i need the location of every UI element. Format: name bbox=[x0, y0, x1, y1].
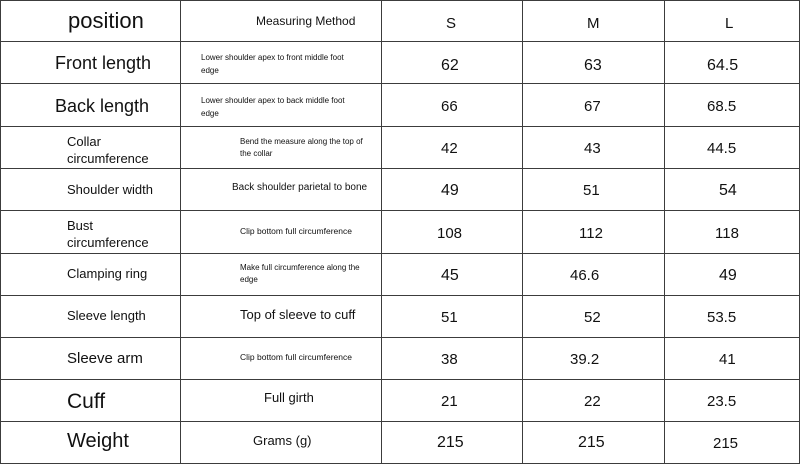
header-size-s: S bbox=[446, 15, 457, 32]
row-value-m: 43 bbox=[584, 140, 601, 157]
row-value-m: 52 bbox=[584, 309, 601, 326]
row-value-s: 38 bbox=[441, 351, 458, 368]
row-method: Bend the measure along the top of the collar bbox=[240, 137, 363, 158]
row-value-s: 108 bbox=[437, 225, 463, 242]
row-method: Back shoulder parietal to bone bbox=[232, 182, 368, 193]
row-value-s: 45 bbox=[441, 267, 459, 284]
table-border bbox=[180, 0, 181, 464]
row-method: Lower shoulder apex to front middle foot edge bbox=[201, 53, 344, 75]
row-name: Collar circumference bbox=[67, 134, 149, 166]
row-value-l: 54 bbox=[719, 182, 737, 199]
row-name: Weight bbox=[67, 430, 129, 452]
row-name: Clamping ring bbox=[67, 266, 148, 281]
row-value-s: 62 bbox=[441, 57, 459, 74]
row-value-m: 112 bbox=[579, 225, 603, 242]
table-border bbox=[0, 168, 800, 169]
table-border bbox=[0, 210, 800, 211]
row-name: Sleeve length bbox=[67, 308, 146, 323]
row-value-m: 39.2 bbox=[570, 351, 600, 368]
row-value-m: 46.6 bbox=[570, 267, 600, 284]
row-name: Front length bbox=[55, 53, 152, 73]
header-size-l: L bbox=[725, 15, 734, 32]
table-border bbox=[0, 126, 800, 127]
row-value-l: 49 bbox=[719, 267, 737, 284]
header-position: position bbox=[68, 8, 144, 33]
table-border bbox=[0, 41, 800, 42]
row-value-l: 64.5 bbox=[707, 57, 739, 74]
row-value-s: 49 bbox=[441, 182, 459, 199]
row-name: Back length bbox=[55, 96, 150, 116]
row-method: Clip bottom full circumference bbox=[240, 226, 352, 236]
table-border bbox=[0, 295, 800, 296]
header-size-m: M bbox=[587, 15, 600, 32]
row-method: Lower shoulder apex to back middle foot edge bbox=[201, 96, 345, 118]
row-value-s: 66 bbox=[441, 98, 458, 115]
table-border bbox=[0, 337, 800, 338]
row-name: Sleeve arm bbox=[67, 350, 143, 367]
row-method: Make full circumference along the edge bbox=[240, 263, 360, 284]
row-value-m: 63 bbox=[584, 57, 602, 74]
row-value-s: 51 bbox=[441, 309, 458, 326]
table-border bbox=[0, 83, 800, 84]
row-value-l: 23.5 bbox=[707, 393, 737, 410]
row-method: Grams (g) bbox=[253, 433, 312, 448]
row-method: Full girth bbox=[264, 390, 314, 405]
row-value-s: 215 bbox=[437, 434, 464, 451]
row-value-m: 22 bbox=[584, 393, 601, 410]
table-border bbox=[0, 0, 1, 464]
row-method: Clip bottom full circumference bbox=[240, 352, 352, 362]
row-value-s: 21 bbox=[441, 393, 458, 410]
table-border bbox=[381, 0, 382, 464]
header-measuring-method: Measuring Method bbox=[256, 14, 356, 28]
table-border bbox=[0, 421, 800, 422]
row-value-s: 42 bbox=[441, 140, 458, 157]
table-border bbox=[0, 379, 800, 380]
row-name: Shoulder width bbox=[67, 182, 153, 197]
row-name: Cuff bbox=[67, 390, 106, 413]
table-border bbox=[0, 0, 800, 1]
row-value-l: 41 bbox=[719, 351, 736, 368]
row-value-m: 215 bbox=[578, 434, 605, 451]
row-value-m: 67 bbox=[584, 98, 601, 115]
row-method: Top of sleeve to cuff bbox=[240, 307, 356, 322]
table-border bbox=[664, 0, 665, 464]
row-name: Bust circumference bbox=[67, 218, 149, 250]
row-value-m: 51 bbox=[583, 182, 600, 199]
row-value-l: 44.5 bbox=[707, 140, 737, 157]
row-value-l: 118 bbox=[715, 225, 739, 242]
table-border bbox=[0, 253, 800, 254]
row-value-l: 53.5 bbox=[707, 309, 737, 326]
table-border bbox=[522, 0, 523, 464]
row-value-l: 68.5 bbox=[707, 98, 737, 115]
row-value-l: 215 bbox=[713, 435, 739, 452]
